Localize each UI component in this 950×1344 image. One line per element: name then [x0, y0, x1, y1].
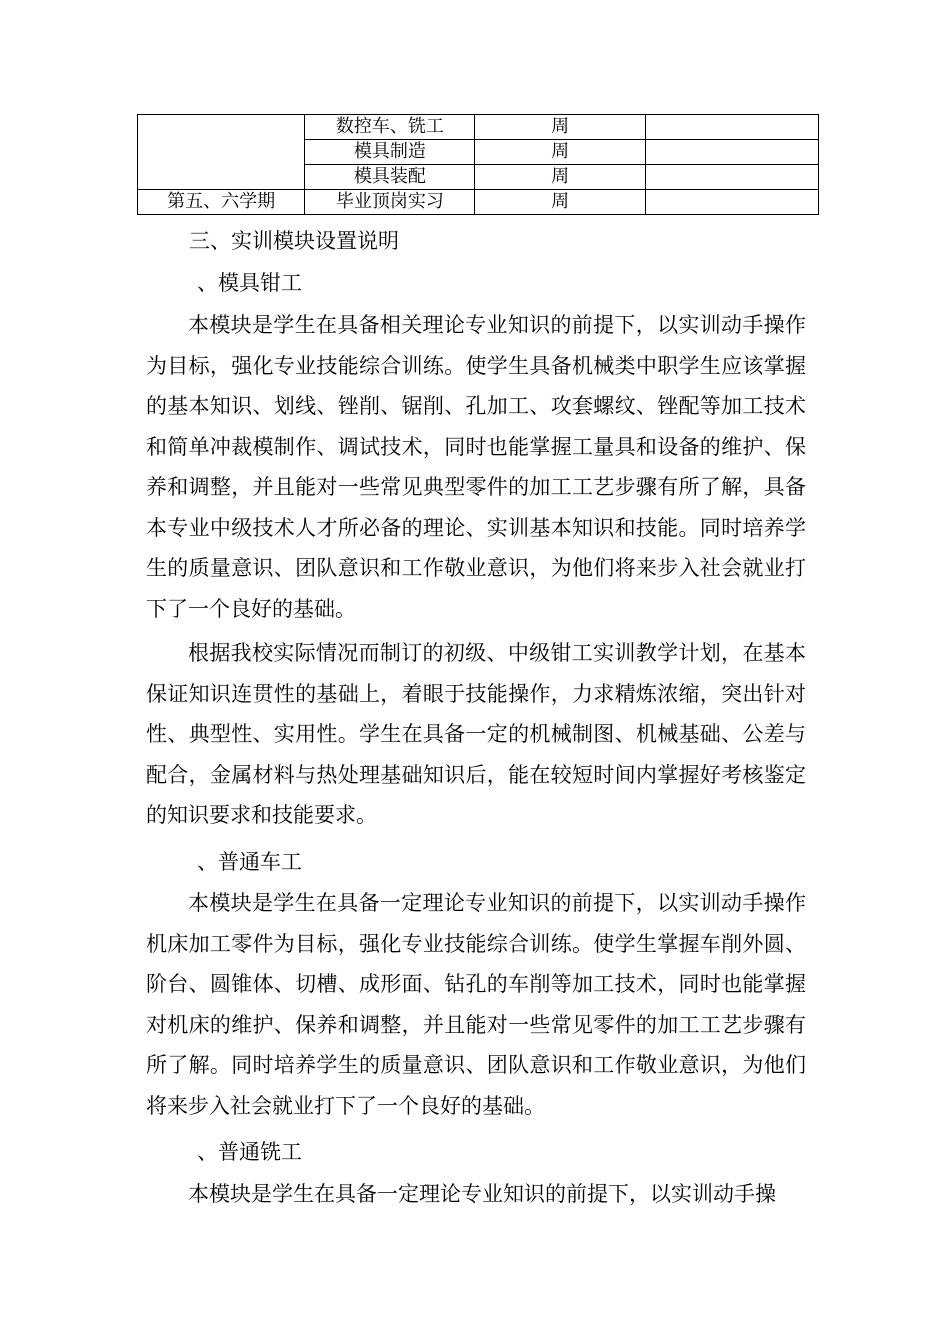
semester-cell: 第五、六学期: [138, 190, 305, 215]
unit-cell: 周: [475, 115, 645, 140]
item-cell: 模具制造: [305, 140, 475, 165]
note-cell: [645, 190, 818, 215]
paragraph-milling-1: 本模块是学生在具备一定理论专业知识的前提下，以实训动手操: [188, 1182, 776, 1206]
note-cell: [645, 140, 818, 165]
semester-cell-empty: [138, 115, 305, 190]
paragraph-fitter-1: 本模块是学生在具备相关理论专业知识的前提下，以实训动手操作为目标，强化专业技能综合训练。使学生具备机械类中职学生应该掌握的基本知识、划线、锉削、锯削、孔加工、攻套螺纹、锉配等加工技术和简单冲裁模制作、调试技术，同时也能掌握工量具和设备的维护、保养和调整，并且能对一些常见典型零件的加工工艺步骤有所了解，具备本专业中级技术人才所必备的理论、实训基本知识和技能。同时培养学生的质量意识、团队意识和工作敬业意识，为他们将来步入社会就业打下了一个良好的基础。: [146, 313, 806, 621]
item-cell: 数控车、铣工: [305, 115, 475, 140]
item-cell: 模具装配: [305, 165, 475, 190]
item-cell: 毕业顶岗实习: [305, 190, 475, 215]
module-heading-fitter: 、模具钳工: [197, 271, 302, 295]
section-heading: 三、实训模块设置说明: [189, 229, 399, 253]
paragraph-fitter-2: 根据我校实际情况而制订的初级、中级钳工实训教学计划，在基本保证知识连贯性的基础上，着眼于技能操作，力求精炼浓缩，突出针对性、典型性、实用性。学生在具备一定的机械制图、机械基础、公差与配合，金属材料与热处理基础知识后，能在较短时间内掌握好考核鉴定的知识要求和技能要求。: [146, 641, 806, 827]
unit-cell: 周: [475, 165, 645, 190]
note-cell: [645, 165, 818, 190]
module-heading-milling: 、普通铣工: [197, 1140, 302, 1164]
unit-cell: 周: [475, 140, 645, 165]
unit-cell: 周: [475, 190, 645, 215]
table-row: [138, 190, 819, 215]
module-heading-turning: 、普通车工: [197, 850, 302, 874]
note-cell: [645, 115, 818, 140]
paragraph-turning-1: 本模块是学生在具备一定理论专业知识的前提下，以实训动手操作机床加工零件为目标，强化专业技能综合训练。使学生掌握车削外圆、阶台、圆锥体、切槽、成形面、钻孔的车削等加工技术，同时也能掌握对机床的维护、保养和调整，并且能对一些常见零件的加工工艺步骤有所了解。同时培养学生的质量意识、团队意识和工作敬业意识，为他们将来步入社会就业打下了一个良好的基础。: [146, 891, 806, 1118]
table-row: [138, 115, 819, 140]
training-plan-table: [137, 114, 819, 215]
